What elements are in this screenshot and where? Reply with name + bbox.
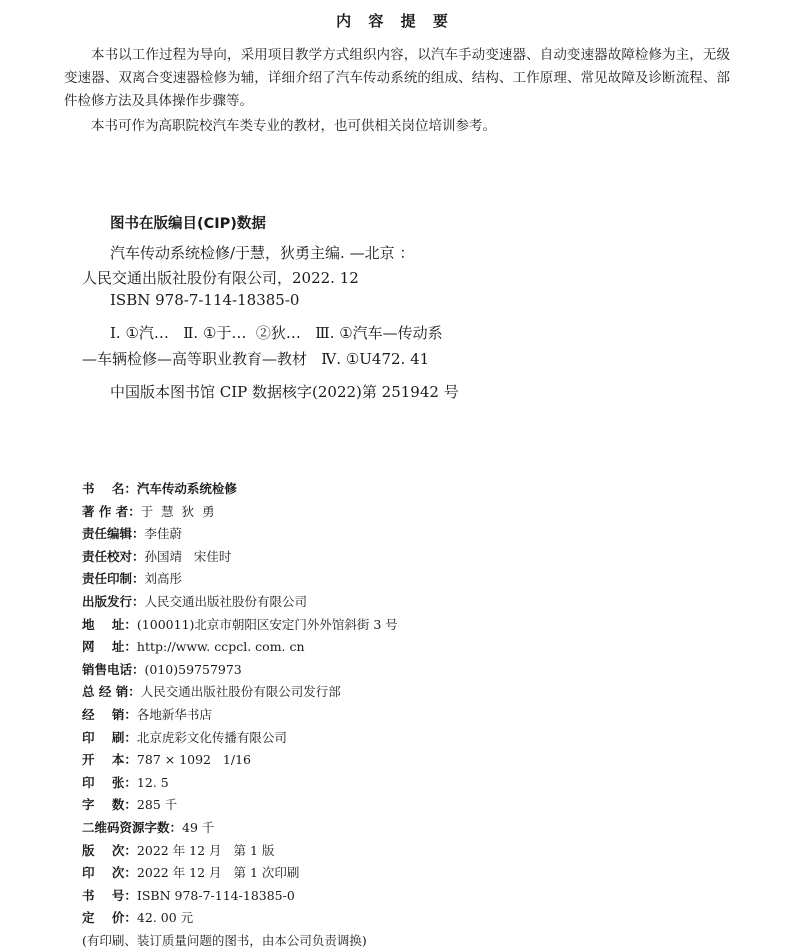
colophon-label: 印 次：	[82, 865, 137, 881]
colophon-value: (100011)北京市朝阳区安定门外外馆斜街 3 号	[136, 616, 398, 632]
cip-line-4: Ⅰ. ①汽… Ⅱ. ①于… ②狄… Ⅲ. ①汽车—传动系	[110, 324, 443, 342]
colophon-label: 定 价：	[82, 910, 137, 926]
colophon-row-printer	[82, 727, 398, 750]
colophon-label: 著 作 者：	[82, 503, 141, 519]
colophon-label: 版 次：	[82, 842, 137, 858]
colophon-label: 经 销：	[82, 706, 137, 722]
colophon-label: 出版发行：	[82, 593, 145, 609]
colophon-value: 人民交通出版社股份有限公司	[144, 593, 308, 609]
colophon-value: 人民交通出版社股份有限公司发行部	[140, 684, 341, 700]
colophon-label: 印 刷：	[82, 729, 137, 745]
colophon-value: 42. 00 元	[136, 910, 194, 926]
colophon-label: 网 址：	[82, 639, 137, 655]
colophon-row-address	[82, 614, 398, 637]
colophon-value: 49 千	[182, 819, 215, 835]
colophon-row-author	[82, 501, 398, 524]
colophon-value: 北京虎彩文化传播有限公司	[136, 729, 287, 745]
colophon-row-general-distributor	[82, 681, 398, 704]
colophon-note-row	[82, 930, 398, 952]
cip-line-3: ISBN 978-7-114-18385-0	[110, 291, 300, 309]
cip-line-5: —车辆检修—高等职业教育—教材 Ⅳ. ①U472. 41	[82, 350, 430, 368]
colophon-row-editor	[82, 523, 398, 546]
colophon-label: 书 号：	[82, 887, 137, 903]
colophon-label: 书 名：	[82, 481, 137, 496]
colophon-row-sheets	[82, 772, 398, 795]
colophon-label: 印 张：	[82, 774, 137, 790]
colophon-value: http://www. ccpcl. com. cn	[136, 639, 305, 655]
colophon-row-isbn	[82, 885, 398, 908]
colophon-value: ISBN 978-7-114-18385-0	[136, 887, 295, 903]
colophon-label: 二维码资源字数：	[82, 819, 183, 835]
summary-paragraph-2: 本书可作为高职院校汽车类专业的教材，也可供相关岗位培训参考。	[91, 118, 496, 134]
colophon-row-qr-word-count	[82, 817, 398, 840]
colophon-value: 李佳蔚	[144, 526, 183, 542]
colophon-value: 刘高彤	[144, 571, 183, 587]
cip-line-2: 人民交通出版社股份有限公司，2022. 12	[82, 269, 359, 287]
colophon-label: 责任校对：	[82, 548, 145, 564]
colophon-label: 销售电话：	[82, 661, 145, 677]
colophon-row-printing	[82, 862, 398, 885]
colophon-row-proofreader	[82, 546, 398, 569]
colophon-value: 孙国靖 宋佳时	[144, 548, 232, 564]
colophon-label: 责任印制：	[82, 571, 145, 587]
colophon-row-print-supervisor	[82, 568, 398, 591]
colophon-row-publisher	[82, 591, 398, 614]
colophon-value: 787 × 1092 1/16	[136, 752, 252, 768]
colophon-value: 各地新华书店	[136, 706, 212, 722]
colophon-value: 2022 年 12 月 第 1 次印刷	[136, 865, 300, 881]
cip-line-6: 中国版本图书馆 CIP 数据核字(2022)第 251942 号	[110, 383, 459, 401]
summary-paragraph-1: 本书以工作过程为导向，采用项目教学方式组织内容，以汽车手动变速器、自动变速器故障检修为主，无级变速器、双离合变速器检修为辅，详细介绍了汽车传动系统的组成、结构、工作原理、常见故障及诊断流程、部件检修方法及具体操作步骤等。	[64, 47, 730, 109]
colophon-row-website	[82, 636, 398, 659]
colophon-row-edition	[82, 840, 398, 863]
colophon-value: 于 慧 狄 勇	[140, 503, 215, 519]
colophon-row-format	[82, 749, 398, 772]
colophon-label: 开 本：	[82, 752, 137, 768]
colophon-label: 责任编辑：	[82, 526, 145, 542]
colophon-row-price	[82, 907, 398, 930]
colophon-table	[82, 478, 398, 952]
cip-line-1: 汽车传动系统检修/于慧，狄勇主编. —北京 ：	[110, 244, 415, 262]
colophon-label: 地 址：	[82, 616, 137, 632]
colophon-row-word-count	[82, 794, 398, 817]
colophon-value: (010)59757973	[144, 661, 242, 677]
colophon-value: 汽车传动系统检修	[136, 481, 237, 496]
colophon-note: (有印刷、装订质量问题的图书，由本公司负责调换)	[82, 932, 367, 948]
summary-title: 内 容 提 要	[336, 12, 454, 30]
colophon-row-distributor	[82, 704, 398, 727]
colophon-row-phone	[82, 659, 398, 682]
colophon-label: 字 数：	[82, 797, 137, 813]
cip-heading: 图书在版编目(CIP)数据	[110, 216, 266, 232]
colophon-value: 12. 5	[136, 774, 169, 790]
colophon-value: 285 千	[136, 797, 178, 813]
colophon-row-title	[82, 478, 398, 501]
colophon-label: 总 经 销：	[82, 684, 141, 700]
colophon-value: 2022 年 12 月 第 1 版	[136, 842, 275, 858]
